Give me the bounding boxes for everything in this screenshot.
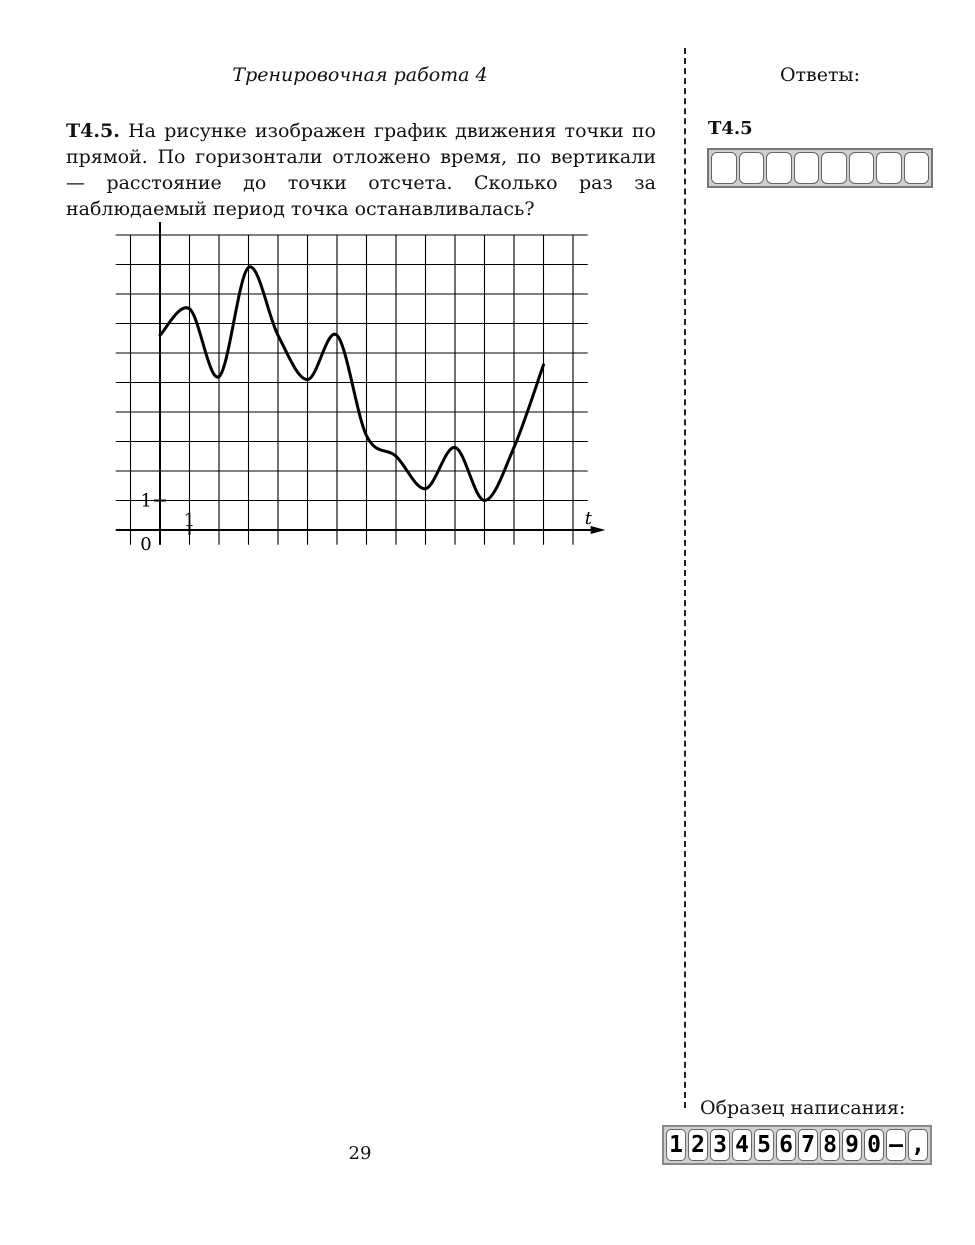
- task-id: Т4.5.: [66, 120, 120, 142]
- sample-glyph: 9: [842, 1129, 862, 1161]
- x-axis-arrow: [591, 526, 606, 534]
- answer-cell[interactable]: [849, 152, 875, 184]
- sample-glyph: 2: [688, 1129, 708, 1161]
- sample-glyph: 4: [732, 1129, 752, 1161]
- answer-cell[interactable]: [794, 152, 820, 184]
- x-axis-label: t: [584, 508, 593, 529]
- sample-glyph: ,: [908, 1129, 928, 1161]
- motion-graph-svg: [108, 222, 618, 582]
- motion-graph: [108, 222, 618, 586]
- sample-glyph: 3: [710, 1129, 730, 1161]
- chart-grid: [116, 235, 588, 545]
- page-number: 29: [348, 1143, 372, 1164]
- motion-curve: [160, 267, 544, 501]
- sample-glyph: 8: [820, 1129, 840, 1161]
- y-axis-label: [142, 222, 152, 226]
- sample-glyph: 5: [754, 1129, 774, 1161]
- answer-cell[interactable]: [904, 152, 930, 184]
- running-header: Тренировочная работа 4: [232, 64, 488, 86]
- answer-cell[interactable]: [821, 152, 847, 184]
- answer-cell[interactable]: [766, 152, 792, 184]
- x-tick-label: 1: [183, 510, 196, 531]
- sample-glyph: –: [886, 1129, 906, 1161]
- sample-label: Образец написания:: [700, 1097, 906, 1119]
- sample-glyph: 1: [666, 1129, 686, 1161]
- sample-glyph: 7: [798, 1129, 818, 1161]
- answer-input-boxes[interactable]: [707, 148, 933, 188]
- y-tick-label: 1: [140, 490, 152, 512]
- answers-label: Ответы:: [779, 64, 861, 86]
- answer-cell[interactable]: [876, 152, 902, 184]
- answer-cell[interactable]: [711, 152, 737, 184]
- sample-glyph: 6: [776, 1129, 796, 1161]
- sample-glyphs: [662, 1125, 932, 1165]
- task-statement: [66, 118, 656, 222]
- answer-cell[interactable]: [739, 152, 765, 184]
- answer-task-id: Т4.5: [708, 118, 753, 139]
- origin-label: 0: [140, 534, 152, 555]
- cut-line-divider: [684, 48, 686, 1108]
- task-text: На рисунке изображен график движения точки по прямой. По горизонтали отложено время, по вертикали — расстояние до точки отсчета. Сколько раз за наблюдаемый период точка останавливалась?: [66, 120, 656, 220]
- sample-glyph: 0: [864, 1129, 884, 1161]
